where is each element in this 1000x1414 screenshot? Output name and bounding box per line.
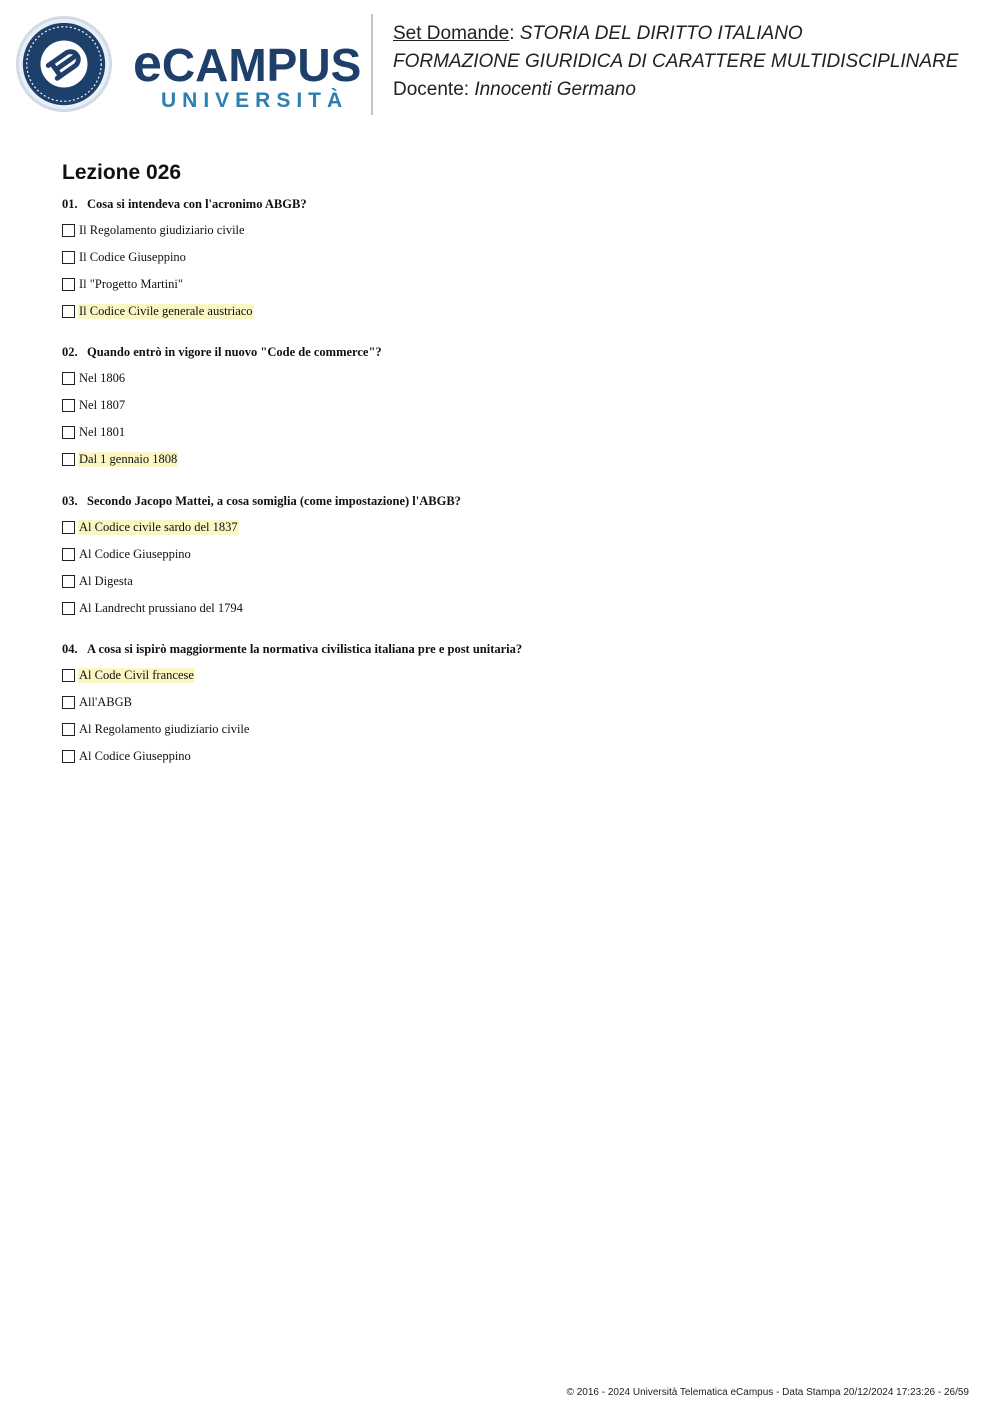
checkbox-icon[interactable]	[62, 305, 75, 318]
question-number: 04.	[62, 642, 78, 656]
answer-option-label-highlighted: Al Code Civil francese	[79, 667, 194, 682]
checkbox-icon[interactable]	[62, 372, 75, 385]
question-label: A cosa si ispirò maggiormente la normativa civilistica italiana pre e post unitaria?	[87, 642, 523, 656]
answer-option[interactable]	[62, 249, 187, 265]
answer-option[interactable]	[62, 276, 184, 292]
answer-option[interactable]	[62, 748, 192, 764]
question-label: Cosa si intendeva con l'acronimo ABGB?	[87, 197, 307, 211]
question-text	[62, 344, 382, 360]
lesson-title: Lezione 026	[62, 161, 182, 184]
answer-option-label: All'ABGB	[79, 694, 132, 709]
answer-option[interactable]	[62, 222, 246, 238]
question-number: 02.	[62, 345, 78, 359]
answer-option-label-highlighted: Dal 1 gennaio 1808	[79, 451, 178, 466]
checkbox-icon[interactable]	[62, 548, 75, 561]
page-footer: © 2016 - 2024 Università Telematica eCampus - Data Stampa 20/12/2024 17:23:26 - 26/59	[566, 1387, 969, 1398]
checkbox-icon[interactable]	[62, 521, 75, 534]
answer-option-label-highlighted: Al Codice civile sardo del 1837	[79, 519, 238, 534]
set-title: STORIA DEL DIRITTO ITALIANO	[519, 23, 803, 44]
answer-option-label: Il Codice Giuseppino	[79, 249, 186, 264]
answer-option-label: Al Regolamento giudiziario civile	[79, 721, 250, 736]
checkbox-icon[interactable]	[62, 426, 75, 439]
course-title: FORMAZIONE GIURIDICA DI CARATTERE MULTIDISCIPLINARE	[393, 51, 959, 72]
answer-option-label: Al Codice Giuseppino	[79, 748, 191, 763]
checkbox-icon[interactable]	[62, 453, 75, 466]
answer-option[interactable]	[62, 370, 126, 386]
answer-option-label: Al Landrecht prussiano del 1794	[79, 600, 243, 615]
checkbox-icon[interactable]	[62, 669, 75, 682]
set-label: Set Domande	[393, 23, 510, 44]
question-number: 03.	[62, 494, 78, 508]
answer-option-label-highlighted: Il Codice Civile generale austriaco	[79, 303, 253, 318]
checkbox-icon[interactable]	[62, 575, 75, 588]
checkbox-icon[interactable]	[62, 750, 75, 763]
answer-option[interactable]	[62, 600, 244, 616]
answer-option[interactable]	[62, 451, 178, 467]
checkbox-icon[interactable]	[62, 696, 75, 709]
question-text	[62, 196, 307, 212]
answer-option[interactable]	[62, 573, 134, 589]
question-label: Quando entrò in vigore il nuovo "Code de commerce"?	[87, 345, 382, 359]
answer-option[interactable]	[62, 721, 250, 737]
checkbox-icon[interactable]	[62, 224, 75, 237]
answer-option-label: Il "Progetto Martini"	[79, 276, 183, 291]
teacher-label: Docente:	[393, 79, 475, 100]
question-number: 01.	[62, 197, 78, 211]
answer-option-label: Il Regolamento giudiziario civile	[79, 222, 245, 237]
checkbox-icon[interactable]	[62, 278, 75, 291]
ecampus-logo	[15, 15, 362, 115]
answer-option[interactable]	[62, 694, 133, 710]
checkbox-icon[interactable]	[62, 723, 75, 736]
logo-subtitle: UNIVERSITÀ	[161, 89, 349, 112]
teacher-line	[393, 78, 636, 102]
answer-option[interactable]	[62, 303, 254, 319]
teacher-name: Innocenti Germano	[474, 79, 636, 100]
question-text	[62, 493, 461, 509]
checkbox-icon[interactable]	[62, 251, 75, 264]
answer-option-label: Nel 1806	[79, 370, 126, 385]
logo-wordmark: eCAMPUS	[133, 35, 362, 93]
answer-option-label: Nel 1801	[79, 424, 126, 439]
checkbox-icon[interactable]	[62, 602, 75, 615]
answer-option[interactable]	[62, 519, 239, 535]
answer-option-label: Nel 1807	[79, 397, 126, 412]
question-text	[62, 641, 522, 657]
answer-option[interactable]	[62, 546, 192, 562]
header-divider	[371, 14, 373, 115]
answer-option[interactable]	[62, 667, 195, 683]
answer-option-label: Al Digesta	[79, 573, 133, 588]
answer-option-label: Al Codice Giuseppino	[79, 546, 191, 561]
question-label: Secondo Jacopo Mattei, a cosa somiglia (come impostazione) l'ABGB?	[87, 494, 461, 508]
set-line: Set Domande: STORIA DEL DIRITTO ITALIANO	[393, 23, 803, 44]
answer-option[interactable]	[62, 397, 126, 413]
checkbox-icon[interactable]	[62, 399, 75, 412]
university-seal-icon	[15, 15, 113, 113]
answer-option[interactable]	[62, 424, 126, 440]
